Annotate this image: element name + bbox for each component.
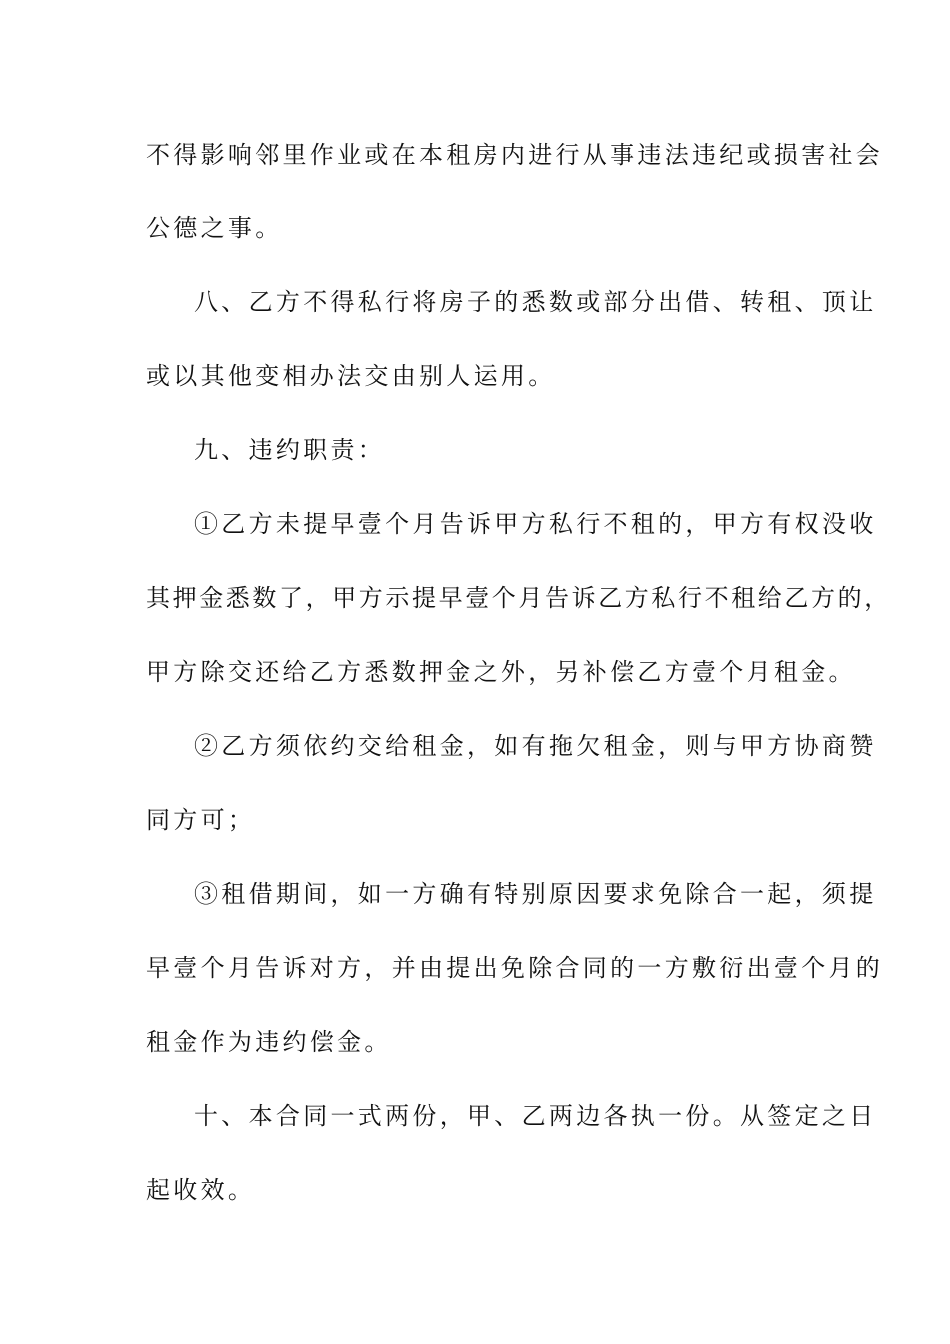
text-line: 租金作为违约偿金。 [146,1028,392,1056]
text-line: 十、本合同一式两份，甲、乙两边各执一份。从签定之日 [194,1102,877,1130]
text-line: ③租借期间，如一方确有特别原因要求免除合一起，须提 [194,880,877,908]
text-line: 或以其他变相办法交由别人运用。 [146,362,556,390]
text-line: 起收效。 [146,1176,256,1204]
text-line: 同方可； [146,806,256,834]
text-line: 其押金悉数了，甲方示提早壹个月告诉乙方私行不租给乙方的， [146,584,891,612]
text-line: 甲方除交还给乙方悉数押金之外，另补偿乙方壹个月租金。 [146,658,856,686]
text-line: 九、违约职责： [194,436,386,464]
text-line: 早壹个月告诉对方，并由提出免除合同的一方敷衍出壹个月的 [146,954,884,982]
text-line: ①乙方未提早壹个月告诉甲方私行不租的，甲方有权没收 [194,510,877,538]
text-line: 不得影响邻里作业或在本租房内进行从事违法违纪或损害社会 [146,141,884,169]
text-line: 八、乙方不得私行将房子的悉数或部分出借、转租、顶让 [194,288,877,316]
text-line: ②乙方须依约交给租金，如有拖欠租金，则与甲方协商赞 [194,732,877,760]
text-line: 公德之事。 [146,214,283,242]
